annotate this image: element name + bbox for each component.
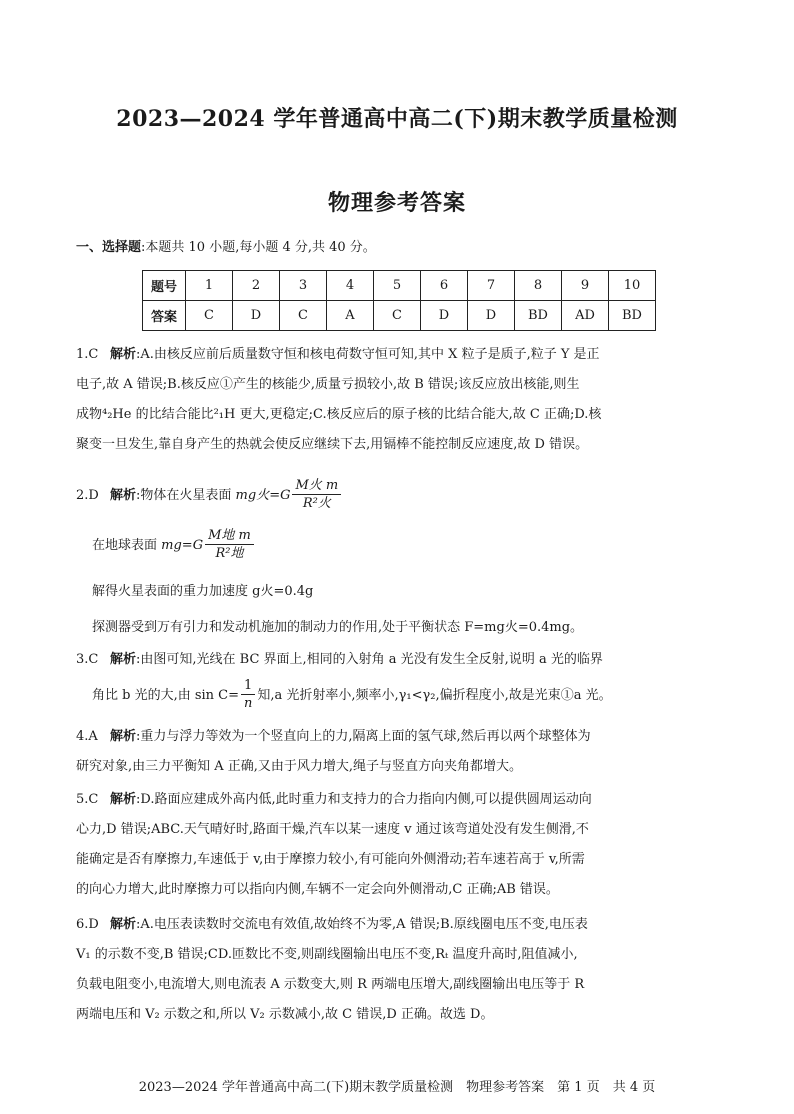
- row-label-number: 题号: [143, 271, 186, 301]
- explanation-line: [76, 340, 722, 370]
- question-number: 10: [609, 271, 656, 301]
- formula-numerator: 1: [241, 678, 255, 695]
- explanation-line: 两端电压和 V₂ 示数之和,所以 V₂ 示数减小,故 C 错误,D 正确。故选 D。: [76, 1007, 494, 1022]
- answer-cell: AD: [562, 301, 609, 331]
- row-label-answer: 答案: [143, 301, 186, 331]
- answer-cell: BD: [515, 301, 562, 331]
- formula-left: mg=G: [161, 538, 204, 553]
- explanation-text: :物体在火星表面: [136, 488, 232, 503]
- analysis-label: 解析: [110, 347, 137, 362]
- explanation-line: 聚变一旦发生,靠自身产生的热就会使反应继续下去,用镉棒不能控制反应速度,故 D 错误。: [76, 437, 589, 452]
- answer-cell: D: [468, 301, 515, 331]
- question-1-explanation: [76, 340, 722, 460]
- question-number-answer: 4.A: [76, 729, 98, 744]
- explanation-text: :D.路面应建成外高内低,此时重力和支持力的合力指向内侧,可以提供圆周运动向: [136, 792, 592, 807]
- answer-cell: D: [421, 301, 468, 331]
- section-heading: [76, 236, 376, 255]
- analysis-label: 解析: [110, 488, 137, 503]
- page-footer: 2023—2024 学年普通高中高二(下)期末教学质量检测 物理参考答案 第 1 页 共 4 页: [138, 1080, 656, 1095]
- question-number: 5: [374, 271, 421, 301]
- page-subtitle: 物理参考答案: [327, 190, 466, 216]
- question-number-answer: 1.C: [76, 347, 99, 362]
- explanation-text: :A.由核反应前后质量数守恒和核电荷数守恒可知,其中 X 粒子是质子,粒子 Y 是正: [136, 347, 600, 362]
- explanation-line: 心力,D 错误;ABC.天气晴好时,路面干燥,汽车以某一速度 v 通过该弯道处没有发生侧滑,不: [76, 822, 589, 837]
- formula-left: mg火=G: [235, 488, 291, 503]
- question-2-line-1: [76, 478, 343, 513]
- page-title: 2023—2024 学年普通高中高二(下)期末教学质量检测: [116, 106, 678, 132]
- answer-table-answer-row: [143, 301, 656, 331]
- explanation-line: 能确定是否有摩擦力,车速低于 v,由于摩擦力较小,有可能向外侧滑动;若车速若高于 v,所需: [76, 852, 585, 867]
- question-number-answer: 5.C: [76, 792, 99, 807]
- question-number-answer: 2.D: [76, 488, 99, 503]
- question-2-line-2: [92, 528, 256, 563]
- question-number: 3: [280, 271, 327, 301]
- section-title: 一、选择题: [76, 240, 142, 255]
- formula-denominator: R²地: [215, 546, 244, 561]
- question-number: 6: [421, 271, 468, 301]
- answer-cell: A: [327, 301, 374, 331]
- explanation-text: :A.电压表读数时交流电有效值,故始终不为零,A 错误;B.原线圈电压不变,电压表: [136, 917, 588, 932]
- formula-denominator: n: [243, 696, 253, 711]
- question-number: 8: [515, 271, 562, 301]
- question-number: 9: [562, 271, 609, 301]
- question-6-explanation: [76, 910, 722, 1030]
- analysis-label: 解析: [110, 792, 137, 807]
- answer-cell: C: [374, 301, 421, 331]
- explanation-text: 知,a 光折射率小,频率小,γ₁<γ₂,偏折程度小,故是光束①a 光。: [257, 688, 612, 703]
- explanation-text: :重力与浮力等效为一个竖直向上的力,隔离上面的氢气球,然后再以两个球整体为: [136, 729, 591, 744]
- explanation-line: V₁ 的示数不变,B 错误;CD.匝数比不变,则副线圈输出电压不变,Rₜ 温度升高时,阻值减小,: [76, 947, 578, 962]
- formula-denominator: R²火: [302, 496, 331, 511]
- question-number: 4: [327, 271, 374, 301]
- formula-fraction: [205, 528, 254, 563]
- question-number-answer: 3.C: [76, 652, 99, 667]
- explanation-line: 电子,故 A 错误;B.核反应①产生的核能少,质量亏损较小,故 B 错误;该反应放出核能,则生: [76, 377, 580, 392]
- explanation-line: [76, 785, 722, 815]
- question-3-line-1: [76, 648, 603, 667]
- answer-table: [142, 270, 656, 331]
- explanation-text: 在地球表面: [92, 538, 158, 553]
- question-number: 1: [186, 271, 233, 301]
- question-number: 2: [233, 271, 280, 301]
- answer-cell: C: [186, 301, 233, 331]
- question-2-line-4: 探测器受到万有引力和发动机施加的制动力的作用,处于平衡状态 F=mg火=0.4mg。: [92, 620, 584, 635]
- section-description: :本题共 10 小题,每小题 4 分,共 40 分。: [141, 240, 376, 255]
- explanation-line: 负载电阻变小,电流增大,则电流表 A 示数变大,则 R 两端电压增大,副线圈输出电压等于 R: [76, 977, 585, 992]
- explanation-line: 成物⁴₂He 的比结合能比²₁H 更大,更稳定;C.核反应后的原子核的比结合能大,故 C 正确;D.核: [76, 407, 602, 422]
- explanation-line: 的向心力增大,此时摩擦力可以指向内侧,车辆不一定会向外侧滑动,C 正确;AB 错误。: [76, 882, 559, 897]
- answer-table-number-row: [143, 271, 656, 301]
- analysis-label: 解析: [110, 917, 137, 932]
- explanation-line: [76, 722, 722, 752]
- question-3-line-2: [92, 678, 612, 713]
- answer-cell: D: [233, 301, 280, 331]
- formula-fraction: [241, 678, 255, 713]
- formula-fraction: [292, 478, 341, 513]
- question-number-answer: 6.D: [76, 917, 99, 932]
- answer-cell: C: [280, 301, 327, 331]
- explanation-text: :由图可知,光线在 BC 界面上,相同的入射角 a 光没有发生全反射,说明 a 光的临界: [136, 652, 603, 667]
- question-5-explanation: [76, 785, 722, 905]
- question-number: 7: [468, 271, 515, 301]
- explanation-line: 研究对象,由三力平衡知 A 正确,又由于风力增大,绳子与竖直方向夹角都增大。: [76, 759, 523, 774]
- formula-numerator: M地 m: [205, 528, 254, 545]
- explanation-text: 角比 b 光的大,由 sin C=: [92, 688, 240, 703]
- explanation-line: [76, 910, 722, 940]
- analysis-label: 解析: [110, 652, 137, 667]
- question-2-line-3: 解得火星表面的重力加速度 g火=0.4g: [92, 584, 314, 599]
- question-4-explanation: [76, 722, 722, 782]
- formula-numerator: M火 m: [292, 478, 341, 495]
- answer-cell: BD: [609, 301, 656, 331]
- analysis-label: 解析: [110, 729, 137, 744]
